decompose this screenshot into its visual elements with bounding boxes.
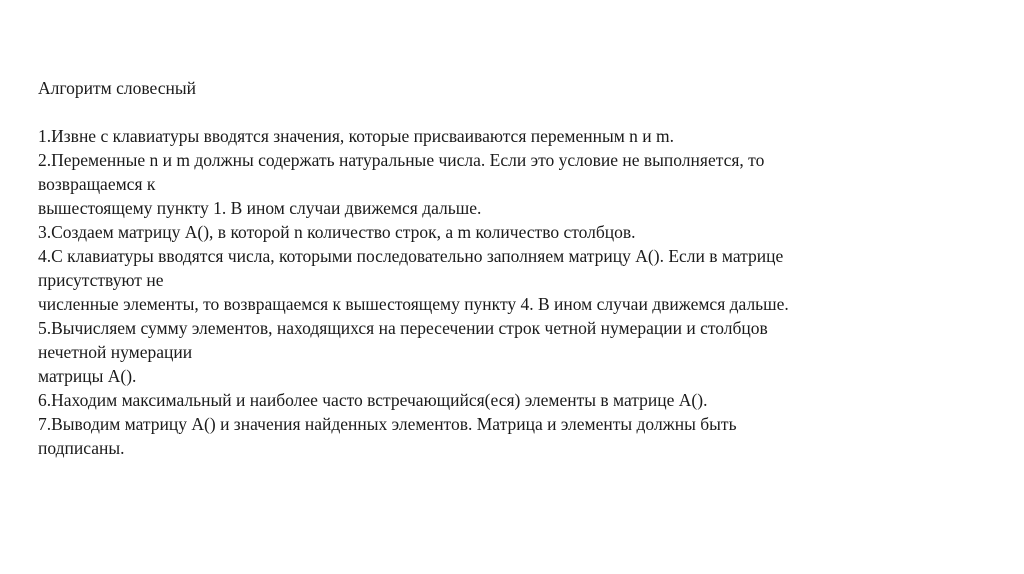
text-line-2: 2.Переменные n и m должны содержать натуральные числа. Если это условие не выполняется, то xyxy=(38,150,765,170)
text-line-13: 7.Выводим матрицу A() и значения найденных элементов. Матрица и элементы должны быть xyxy=(38,414,737,434)
text-line-12: 6.Находим максимальный и наиболее часто встречающийся(еся) элементы в матрице A(). xyxy=(38,390,708,410)
text-line-1: 1.Извне с клавиатуры вводятся значения, которые присваиваются переменным n и m. xyxy=(38,126,675,146)
text-line-5: 3.Создаем матрицу A(), в которой n количество строк, а m количество столбцов. xyxy=(38,222,636,242)
text-line-4: вышестоящему пункту 1. В ином случаи движемся дальше. xyxy=(38,198,482,218)
text-line-8: численные элементы, то возвращаемся к вышестоящему пункту 4. В ином случаи движемся дальше. xyxy=(38,294,789,314)
text-line-10: нечетной нумерации xyxy=(38,342,193,362)
slide-content xyxy=(38,76,988,460)
blank-line xyxy=(38,100,988,124)
text-line-9: 5.Вычисляем сумму элементов, находящихся на пересечении строк четной нумерации и столбцов xyxy=(38,318,768,338)
text-line-11: матрицы A(). xyxy=(38,366,137,386)
slide-title: Алгоритм словесный xyxy=(38,78,196,98)
text-line-14: подписаны. xyxy=(38,438,125,458)
text-line-7: присутствуют не xyxy=(38,270,164,290)
text-line-3: возвращаемся к xyxy=(38,174,156,194)
text-line-6: 4.С клавиатуры вводятся числа, которыми последовательно заполняем матрицу A(). Если в матрице xyxy=(38,246,784,266)
